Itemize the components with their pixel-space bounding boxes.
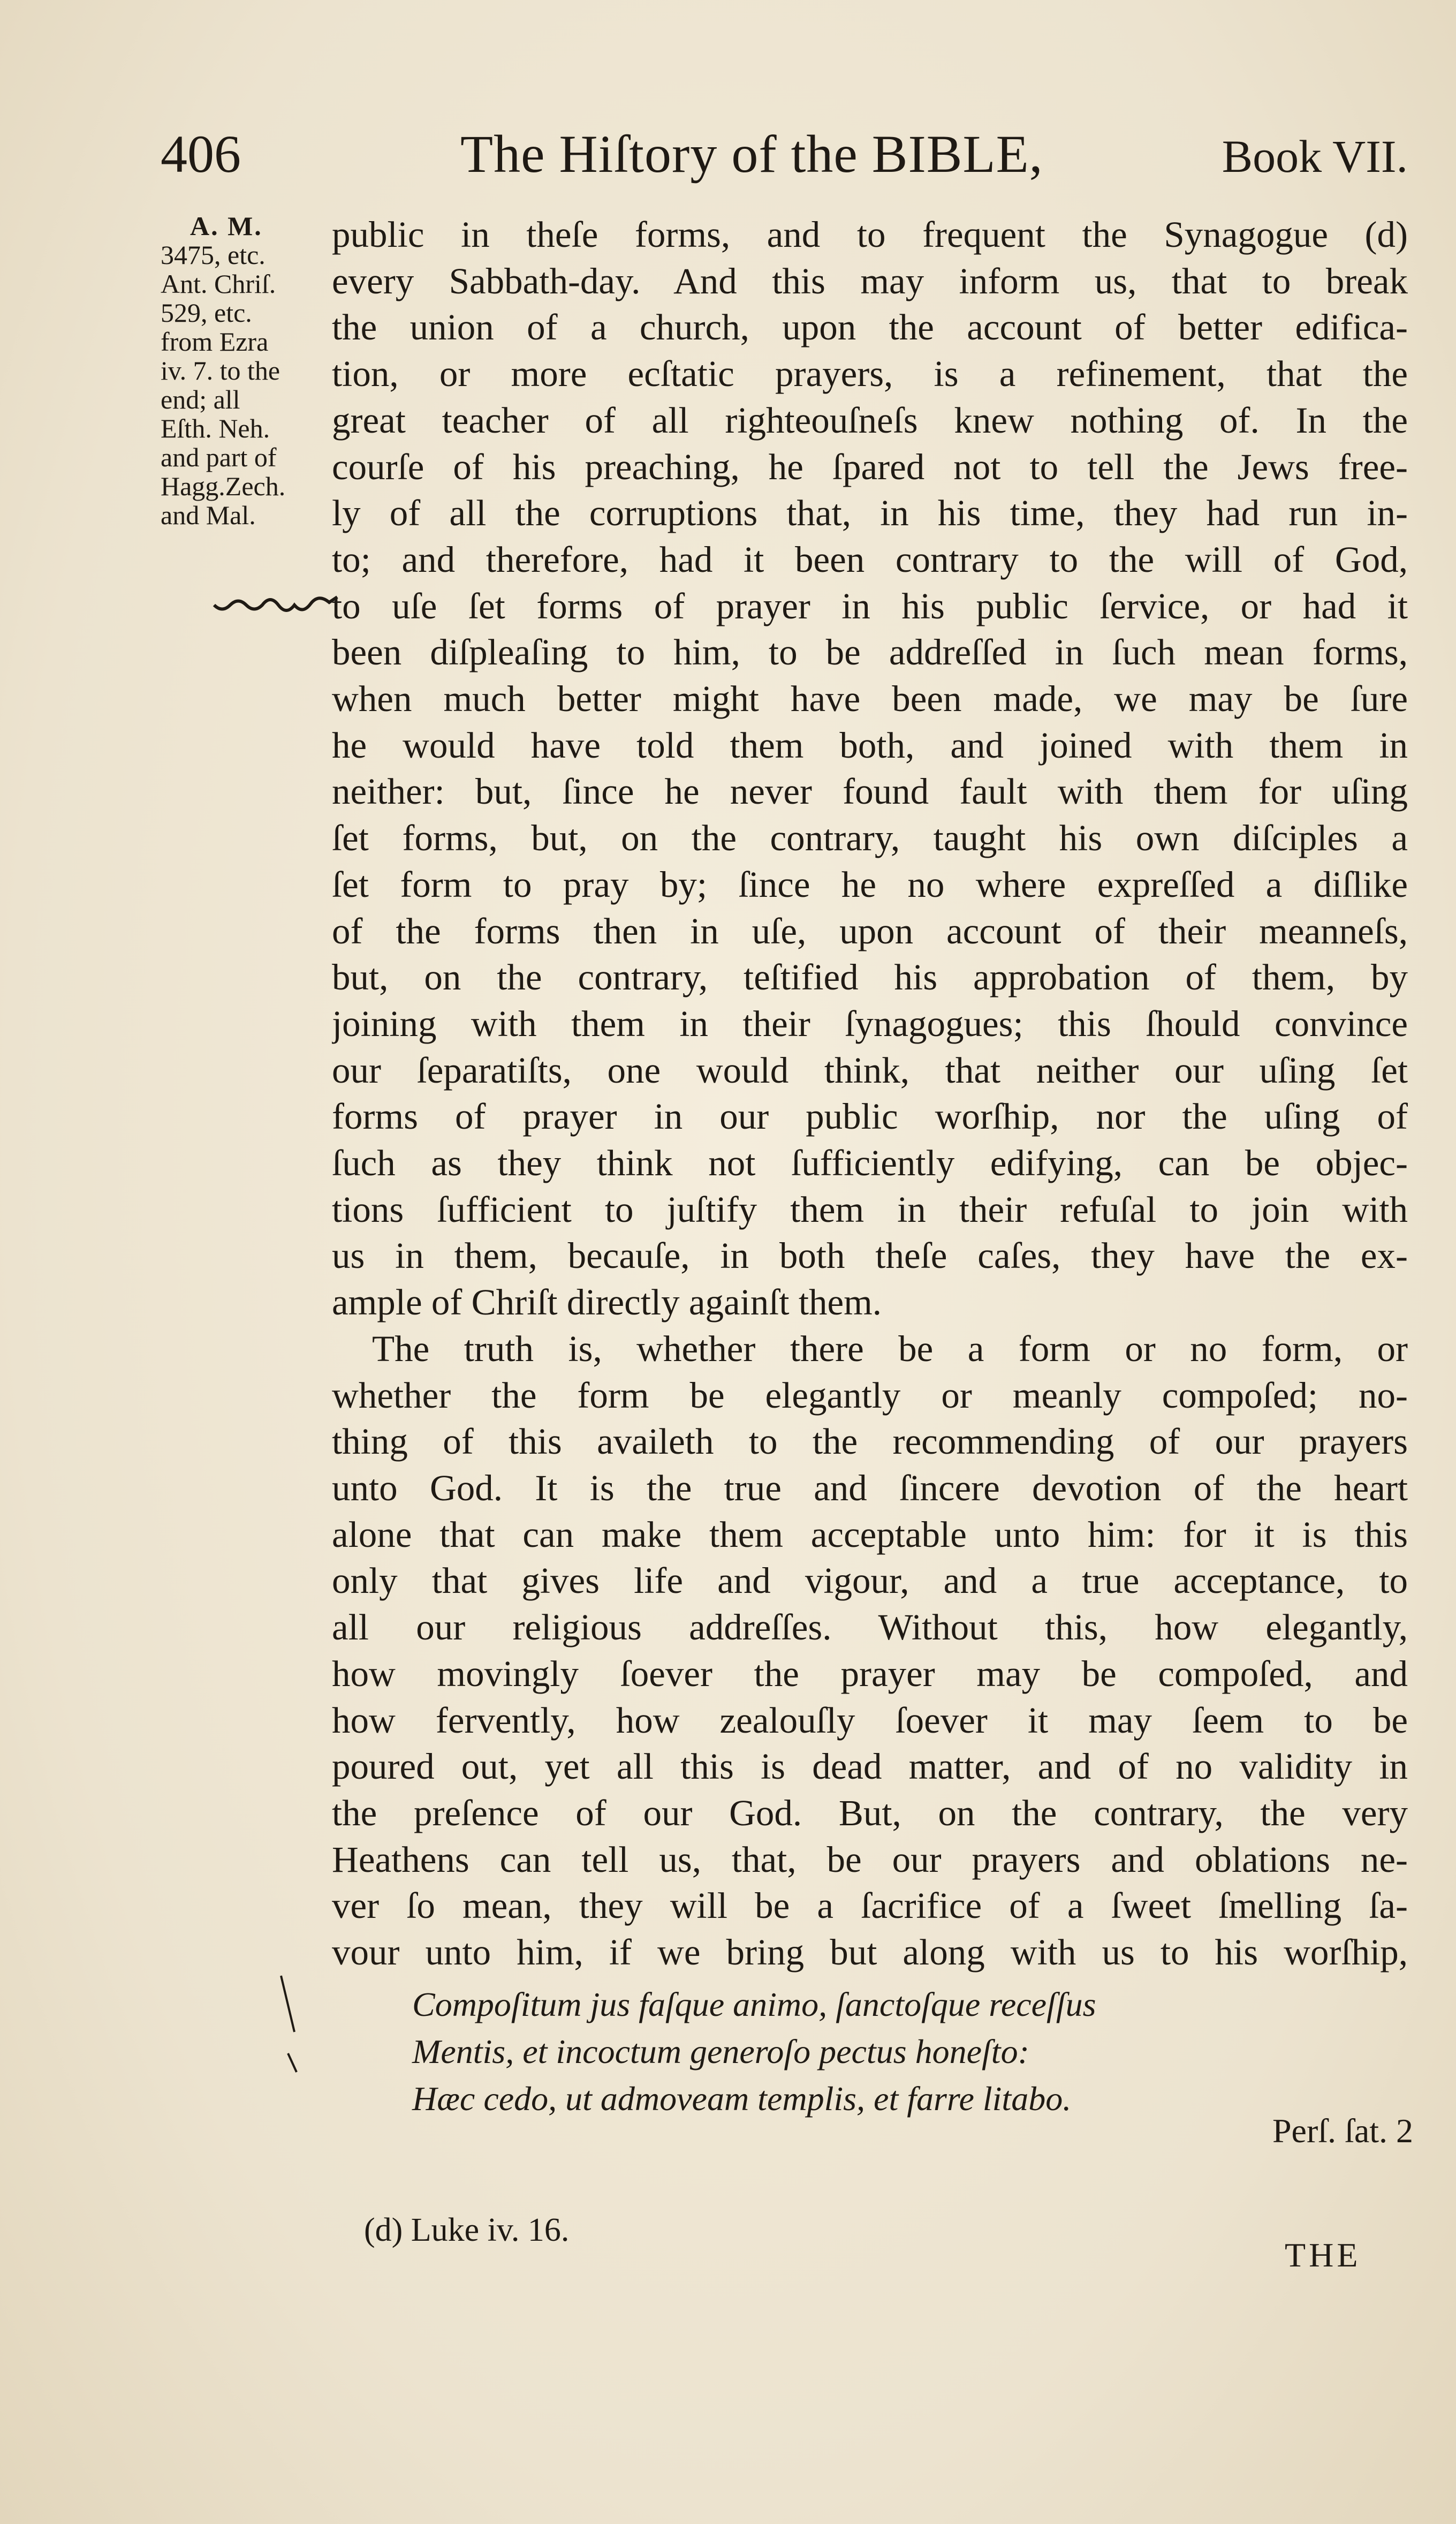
body-line: how movingly ſoever the prayer may be compoſed, and <box>332 1653 1408 1694</box>
body-line: alone that can make them acceptable unto him: for it is this <box>332 1514 1408 1555</box>
flourish-ornament <box>211 589 340 621</box>
body-line: neither: but, ſince he never found fault with them for uſing <box>332 771 1408 812</box>
page-number: 406 <box>161 124 241 184</box>
body-line: but, on the contrary, teſtified his approbation of them, by <box>332 957 1408 998</box>
body-line: great teacher of all righteouſneſs knew nothing of. In the <box>332 399 1408 441</box>
body-line: he would have told them both, and joined with them in <box>332 724 1408 766</box>
body-line: public in theſe forms, and to frequent the Synagogue (d) <box>332 214 1408 255</box>
margin-note-line: Eſth. Neh. <box>161 413 270 443</box>
margin-note-line: Hagg.Zech. <box>161 471 286 501</box>
body-line: unto God. It is the true and ſincere devotion of the heart <box>332 1467 1408 1508</box>
body-line: the union of a church, upon the account of better edifica- <box>332 307 1408 348</box>
body-line: how fervently, how zealouſly ſoever it may ſeem to be <box>332 1699 1408 1741</box>
body-line: forms of prayer in our public worſhip, nor the uſing of <box>332 1096 1408 1137</box>
body-line: ver ſo mean, they will be a ſacrifice of a ſweet ſmelling ſa- <box>332 1885 1408 1926</box>
margin-mark <box>278 1973 300 2080</box>
body-line: tions ſufficient to juſtify them in their refuſal to join with <box>332 1189 1408 1230</box>
body-line: ſet form to pray by; ſince he no where expreſſed a diſlike <box>332 864 1408 905</box>
body-line: whether the form be elegantly or meanly compoſed; no- <box>332 1374 1408 1416</box>
margin-note-line: and Mal. <box>161 500 256 530</box>
body-line: us in them, becauſe, in both theſe caſes, they have the ex- <box>332 1235 1408 1276</box>
margin-note-line: 529, etc. <box>161 298 252 328</box>
body-line: when much better might have been made, we may be ſure <box>332 678 1408 720</box>
margin-note-line: and part of <box>161 442 277 472</box>
margin-note-line: end; all <box>161 384 240 414</box>
body-line: our ſeparatiſts, one would think, that neither our uſing ſet <box>332 1049 1408 1091</box>
margin-note <box>161 211 327 530</box>
body-line: to; and therefore, had it been contrary to the will of God, <box>332 539 1408 580</box>
margin-note-line: 3475, etc. <box>161 240 266 270</box>
body-line: been diſpleaſing to him, to be addreſſed in ſuch mean forms, <box>332 632 1408 673</box>
body-line: Heathens can tell us, that, be our prayers and oblations ne- <box>332 1839 1408 1880</box>
running-title: The Hiſtory of the BIBLE, <box>460 124 1043 184</box>
body-text <box>332 211 1408 1976</box>
book-label: Book VII. <box>1222 131 1408 182</box>
body-line: of the forms then in uſe, upon account of their meanneſs, <box>332 910 1408 951</box>
catchword: THE <box>1285 2236 1361 2274</box>
body-line: the preſence of our God. But, on the contrary, the very <box>332 1792 1408 1833</box>
body-line: thing of this availeth to the recommending of our prayers <box>332 1421 1408 1462</box>
verse-quotation <box>412 1981 1408 2122</box>
body-line: only that gives life and vigour, and a true acceptance, to <box>332 1560 1408 1601</box>
body-line: poured out, yet all this is dead matter, and of no validity in <box>332 1746 1408 1787</box>
page-header <box>161 123 1408 187</box>
margin-note-line: A. M. <box>190 211 263 241</box>
margin-note-line: iv. 7. to the <box>161 356 280 386</box>
verse-line: Mentis, et incoctum generoſo pectus honeſto: <box>412 2032 1029 2070</box>
body-line: ſuch as they think not ſufficiently edifying, can be objec- <box>332 1143 1408 1184</box>
margin-note-line: Ant. Chriſ. <box>161 269 276 299</box>
body-line: The truth is, whether there be a form or no form, or <box>372 1328 1408 1369</box>
body-line: all our religious addreſſes. Without this, how elegantly, <box>332 1607 1408 1648</box>
footnote: (d) Luke iv. 16. <box>364 2212 570 2248</box>
body-line: every Sabbath-day. And this may inform us, that to break <box>332 260 1408 301</box>
body-line: ſet forms, but, on the contrary, taught his own diſciples a <box>332 818 1408 859</box>
body-line: ly of all the corruptions that, in his time, they had run in- <box>332 493 1408 534</box>
verse-source: Perſ. ſat. 2 <box>1272 2112 1413 2150</box>
body-line: joining with them in their ſynagogues; this ſhould convince <box>332 1003 1408 1044</box>
margin-note-line: from Ezra <box>161 327 269 357</box>
verse-line: Compoſitum jus faſque animo, ſanctoſque receſſus <box>412 1985 1096 2023</box>
body-line: vour unto him, if we bring but along with us to his worſhip, <box>332 1932 1408 1973</box>
body-line: courſe of his preaching, he ſpared not to tell the Jews free- <box>332 446 1408 487</box>
body-line: to uſe ſet forms of prayer in his public ſervice, or had it <box>332 585 1408 626</box>
verse-line: Hæc cedo, ut admoveam templis, et farre litabo. <box>412 2080 1072 2118</box>
body-line: tion, or more ecſtatic prayers, is a refinement, that the <box>332 353 1408 395</box>
body-line: ample of Chriſt directly againſt them. <box>332 1282 882 1323</box>
